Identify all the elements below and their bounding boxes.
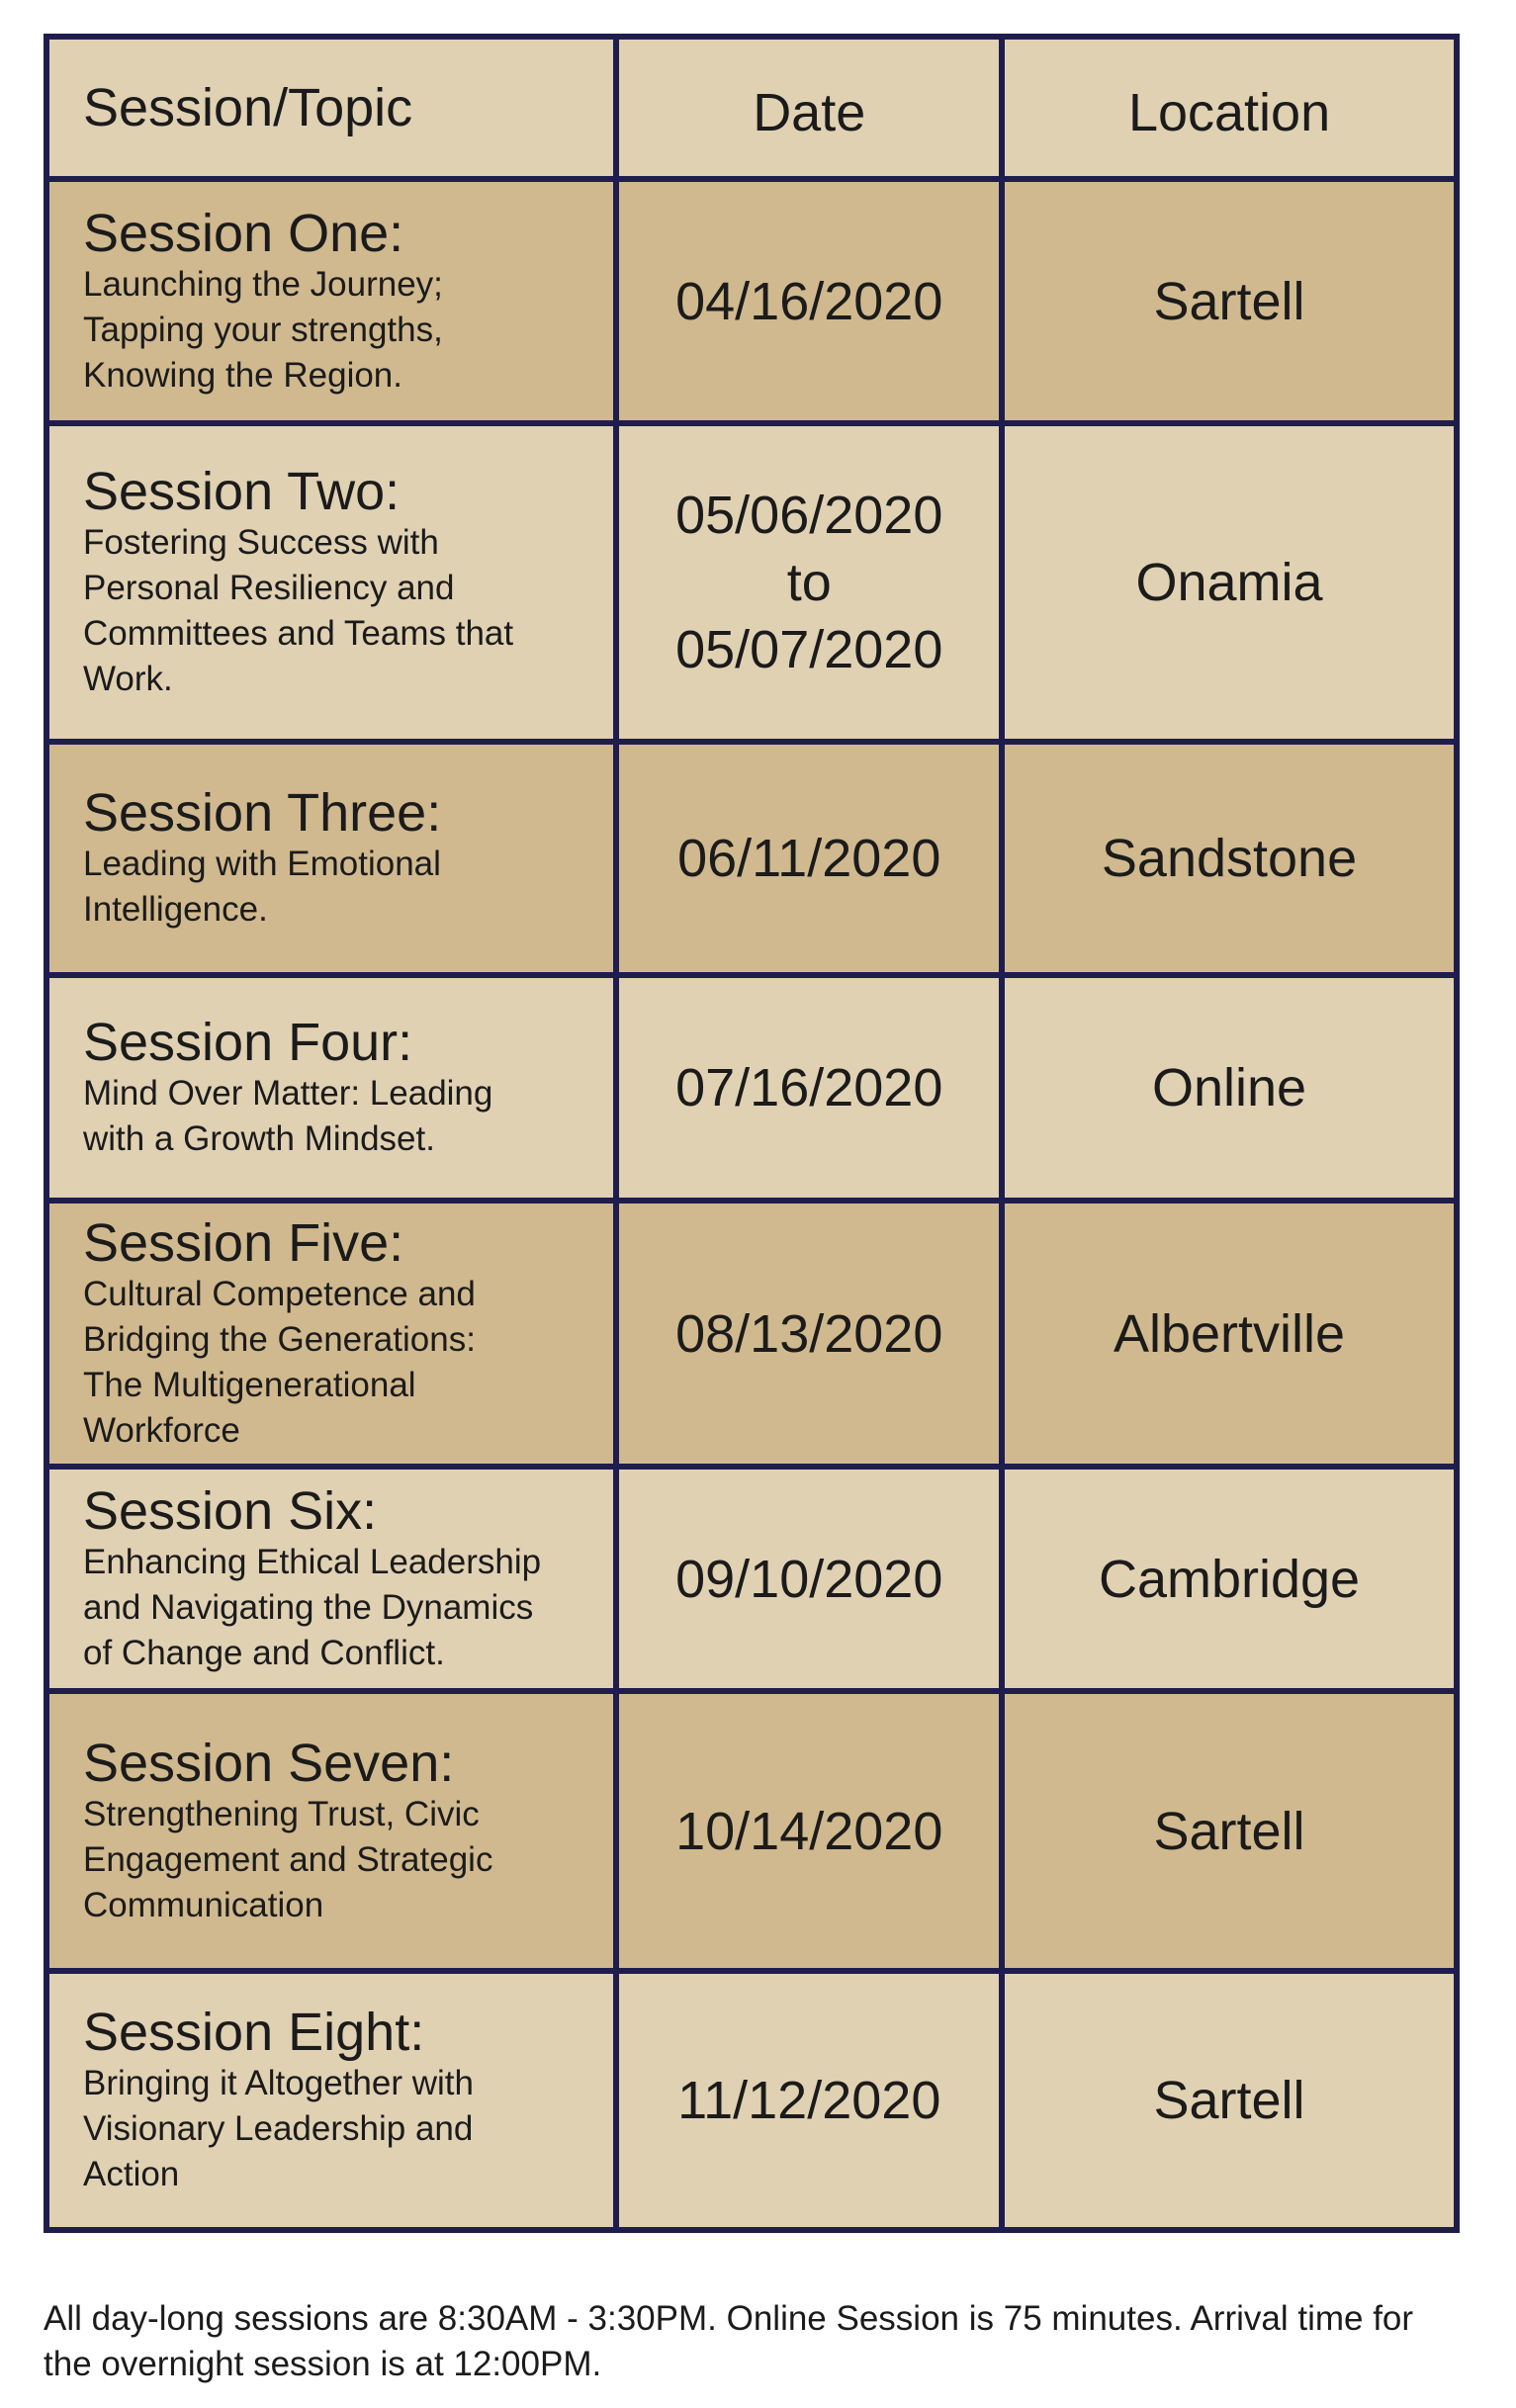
session-topic-cell xyxy=(46,975,616,1201)
session-topic-cell xyxy=(46,423,616,742)
session-topic-cell xyxy=(46,1691,616,1971)
session-date: 09/10/2020 xyxy=(616,1467,1002,1691)
session-date: 08/13/2020 xyxy=(616,1201,1002,1467)
session-topic-cell xyxy=(46,179,616,423)
session-description: Enhancing Ethical Leadership and Navigating the Dynamics of Change and Conflict. xyxy=(83,1542,542,1672)
table-row xyxy=(46,179,1457,423)
session-description: Fostering Success with Personal Resiliency and Committees and Teams that Work. xyxy=(83,523,514,698)
header-session-topic: Session/Topic xyxy=(46,37,616,179)
session-topic-cell xyxy=(46,742,616,975)
table-row xyxy=(46,1691,1457,1971)
session-location: Sartell xyxy=(1002,1691,1457,1971)
session-date: 04/16/2020 xyxy=(616,179,1002,423)
schedule-footnote: All day-long sessions are 8:30AM - 3:30PM. Online Session is 75 minutes. Arrival time for the overnight session is at 12:00PM. xyxy=(44,2299,1414,2383)
session-description: Bringing it Altogether with Visionary Leadership and Action xyxy=(83,2064,474,2193)
session-topic-cell xyxy=(46,1971,616,2230)
session-title: Session Seven: xyxy=(83,1733,455,1793)
table-row xyxy=(46,1467,1457,1691)
session-title: Session Four: xyxy=(83,1013,413,1072)
session-description: Leading with Emotional Intelligence. xyxy=(83,845,441,929)
table-row xyxy=(46,742,1457,975)
session-title: Session Two: xyxy=(83,462,401,521)
table-row xyxy=(46,1971,1457,2230)
session-date: 06/11/2020 xyxy=(616,742,1002,975)
session-date: 10/14/2020 xyxy=(616,1691,1002,1971)
session-location: Albertville xyxy=(1002,1201,1457,1467)
session-location: Cambridge xyxy=(1002,1467,1457,1691)
table-row xyxy=(46,975,1457,1201)
session-schedule-table xyxy=(44,34,1460,2233)
session-title: Session One: xyxy=(83,203,404,263)
table-row xyxy=(46,423,1457,742)
session-title: Session Five: xyxy=(83,1212,404,1273)
session-description: Launching the Journey; Tapping your strengths, Knowing the Region. xyxy=(83,264,443,395)
session-topic-cell xyxy=(46,1201,616,1467)
session-location: Sartell xyxy=(1002,1971,1457,2230)
session-date: 11/12/2020 xyxy=(616,1971,1002,2230)
session-date: 05/06/2020 to 05/07/2020 xyxy=(616,423,1002,742)
session-location: Onamia xyxy=(1002,423,1457,742)
session-topic-cell xyxy=(46,1467,616,1691)
session-description: Strengthening Trust, Civic Engagement and Strategic Communication xyxy=(83,1794,493,1924)
header-location: Location xyxy=(1002,37,1457,179)
session-title: Session Three: xyxy=(83,783,442,843)
session-location: Sartell xyxy=(1002,179,1457,423)
header-date: Date xyxy=(616,37,1002,179)
session-location: Online xyxy=(1002,975,1457,1201)
session-description: Mind Over Matter: Leading with a Growth Mindset. xyxy=(83,1074,493,1158)
session-date: 07/16/2020 xyxy=(616,975,1002,1201)
table-row xyxy=(46,1201,1457,1467)
session-location: Sandstone xyxy=(1002,742,1457,975)
session-description: Cultural Competence and Bridging the Generations: The Multigenerational Workforce xyxy=(83,1274,476,1450)
session-title: Session Eight: xyxy=(83,2003,425,2062)
table-header-row xyxy=(46,37,1457,179)
session-title: Session Six: xyxy=(83,1480,378,1541)
